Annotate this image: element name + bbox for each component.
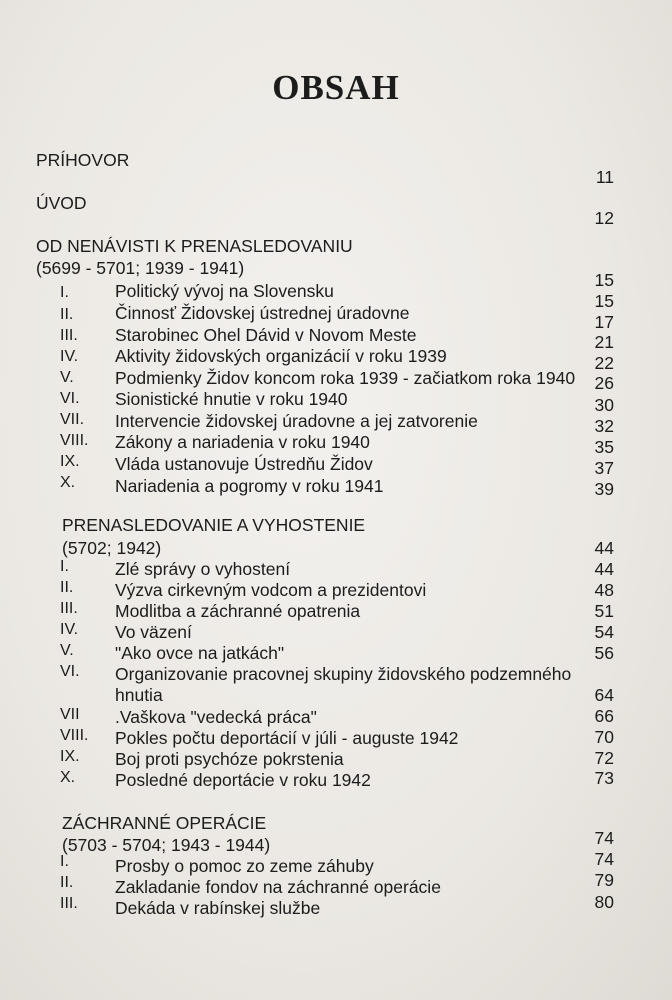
toc-page-prihovor: 11: [595, 167, 614, 187]
item-label: Sionistické hnutie v roku 1940: [115, 389, 348, 409]
item-label: Výzva cirkevným vodcom a prezidentovi: [115, 580, 427, 600]
item-page: 15: [594, 291, 614, 311]
item-page: 51: [594, 601, 614, 621]
item-num: VI.: [60, 663, 80, 680]
section-years-2: (5702; 1942): [62, 538, 162, 558]
item-page: 70: [594, 727, 614, 747]
section-heading-1: OD NENÁVISTI K PRENASLEDOVANIU: [36, 236, 353, 256]
item-page: 54: [594, 622, 614, 642]
item-num: I.: [60, 558, 69, 575]
item-num: V.: [60, 642, 74, 659]
item-page: 80: [594, 892, 614, 912]
item-label: Starobinec Ohel Dávid v Novom Meste: [115, 325, 417, 345]
item-page: 39: [594, 479, 614, 499]
item-num: VIII.: [60, 727, 89, 744]
item-num: III.: [60, 327, 78, 344]
item-page: 17: [594, 312, 614, 332]
item-page: 26: [594, 373, 614, 393]
item-num: X.: [60, 474, 76, 491]
item-label: Nariadenia a pogromy v roku 1941: [115, 476, 384, 496]
section-page-3: 74: [594, 828, 614, 848]
item-label: Vláda ustanovuje Ústredňu Židov: [115, 454, 373, 474]
item-label: Boj proti psychóze pokrstenia: [115, 749, 344, 769]
item-label: Vo väzení: [115, 622, 192, 642]
item-label-continued: hnutia: [115, 685, 163, 705]
item-num: II.: [60, 579, 74, 596]
item-label: Činnosť Židovskej ústrednej úradovne: [115, 303, 410, 323]
item-num: VII: [60, 706, 80, 723]
item-label: Aktivity židovských organizácií v roku 1939: [115, 346, 447, 366]
item-num: VIII.: [60, 432, 89, 449]
item-page: 37: [594, 458, 614, 478]
item-num: VII.: [60, 411, 85, 428]
item-page: 74: [594, 849, 614, 869]
item-page: 30: [594, 395, 614, 415]
section-heading-3: ZÁCHRANNÉ OPERÁCIE: [62, 813, 267, 833]
item-page: 32: [594, 416, 614, 436]
item-label: Dekáda v rabínskej službe: [115, 898, 321, 918]
item-page: 48: [594, 580, 614, 600]
item-label: Zlé správy o vyhostení: [115, 559, 291, 579]
item-label: Intervencie židovskej úradovne a jej zatvorenie: [115, 411, 478, 431]
item-page: 66: [594, 706, 614, 726]
item-num: II.: [60, 874, 74, 891]
item-label: Posledné deportácie v roku 1942: [115, 770, 371, 790]
item-label: Modlitba a záchranné opatrenia: [115, 601, 361, 621]
item-num: II.: [60, 306, 74, 323]
section-heading-2: PRENASLEDOVANIE A VYHOSTENIE: [62, 515, 366, 535]
section-page-2: 44: [594, 538, 614, 558]
item-page: 72: [594, 748, 614, 768]
item-label: Zákony a nariadenia v roku 1940: [115, 432, 370, 452]
toc-label-uvod: ÚVOD: [36, 193, 87, 213]
item-page: 56: [594, 643, 614, 663]
item-page: 44: [594, 559, 614, 579]
page-title: OBSAH: [272, 68, 400, 107]
item-num: IX.: [60, 748, 80, 765]
item-page: 22: [594, 353, 614, 373]
item-page: 64: [594, 685, 614, 705]
toc-page-uvod: 12: [594, 208, 614, 228]
item-label: Zakladanie fondov na záchranné operácie: [115, 877, 441, 897]
item-label: Pokles počtu deportácií v júli - auguste 1942: [115, 728, 459, 748]
item-num: IV.: [60, 621, 79, 638]
item-num: V.: [60, 369, 74, 386]
item-label: Politický vývoj na Slovensku: [115, 281, 334, 301]
section-page-1: 15: [594, 270, 614, 290]
item-label: Prosby o pomoc zo zeme záhuby: [115, 856, 374, 876]
toc-label-prihovor: PRÍHOVOR: [36, 150, 130, 170]
item-num: III.: [60, 600, 78, 617]
item-num: IX.: [60, 453, 80, 470]
item-page: 79: [594, 870, 614, 890]
item-num: VI.: [60, 390, 80, 407]
item-num: IV.: [60, 348, 79, 365]
item-num: I.: [60, 284, 69, 301]
item-num: I.: [60, 853, 69, 870]
section-years-1: (5699 - 5701; 1939 - 1941): [36, 258, 245, 278]
item-num: X.: [60, 769, 76, 786]
item-label: Podmienky Židov koncom roka 1939 - začiatkom roka 1940: [115, 368, 576, 388]
item-label: Organizovanie pracovnej skupiny židovského podzemného: [115, 664, 572, 684]
item-num: III.: [60, 895, 78, 912]
item-label: "Ako ovce na jatkách": [115, 643, 285, 663]
section-years-3: (5703 - 5704; 1943 - 1944): [62, 835, 271, 855]
item-page: 73: [594, 768, 614, 788]
item-label: .Vaškova "vedecká práca": [115, 707, 317, 727]
item-page: 35: [594, 437, 614, 457]
item-page: 21: [594, 332, 614, 352]
